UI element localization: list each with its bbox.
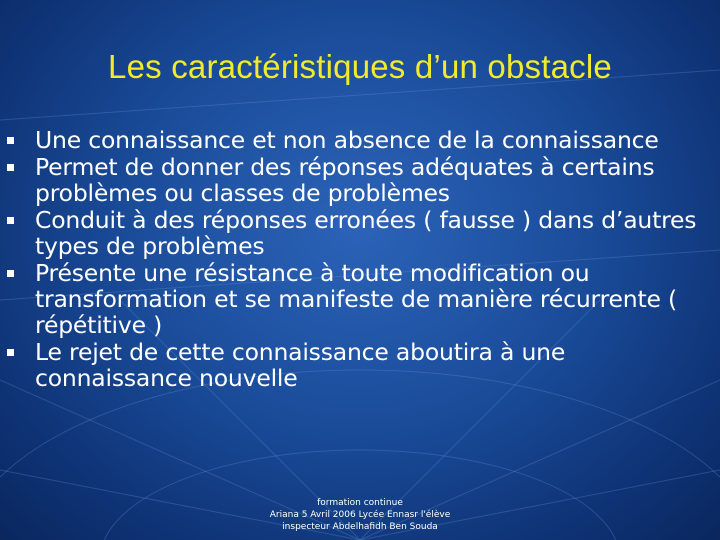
- bullet-item: [0, 260, 720, 338]
- square-bullet-icon: [7, 164, 14, 171]
- footer-line: inspecteur Abdelhafidh Ben Souda: [282, 522, 438, 532]
- bullet-text: Le rejet de cette connaissance aboutira à une connaissance nouvelle: [35, 338, 566, 392]
- bullet-list: [0, 127, 720, 392]
- bullet-text: Présente une résistance à toute modification ou transformation et se manifeste de manière récurrente ( répétitive ): [35, 259, 678, 339]
- square-bullet-icon: [7, 137, 14, 144]
- square-bullet-icon: [7, 270, 14, 277]
- slide-footer: [0, 497, 720, 533]
- bullet-item: [0, 339, 720, 391]
- bullet-item: [0, 154, 720, 206]
- bullet-text: Conduit à des réponses erronées ( fausse ) dans d’autres types de problèmes: [35, 206, 697, 260]
- slide-title: Les caractéristiques d’un obstacle: [108, 48, 612, 85]
- bullet-text: Une connaissance et non absence de la connaissance: [35, 126, 659, 154]
- bullet-item: [0, 207, 720, 259]
- bullet-text: Permet de donner des réponses adéquates à certains problèmes ou classes de problèmes: [35, 153, 655, 207]
- footer-line: Ariana 5 Avril 2006 Lycée Ennasr l'élève: [269, 510, 451, 520]
- square-bullet-icon: [7, 349, 14, 356]
- square-bullet-icon: [7, 217, 14, 224]
- footer-line: formation continue: [317, 498, 403, 508]
- bullet-item: [0, 127, 720, 153]
